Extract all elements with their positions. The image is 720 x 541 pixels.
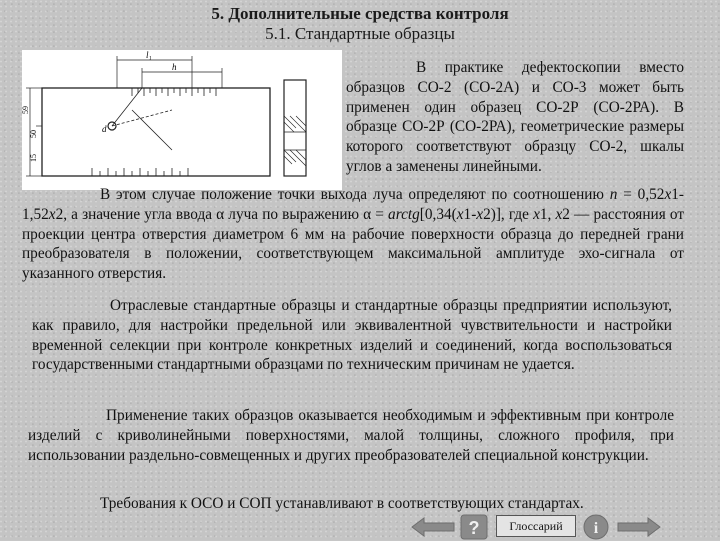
- back-arrow-icon[interactable]: [410, 516, 456, 538]
- paragraph-intro: [346, 58, 684, 177]
- info-icon[interactable]: [582, 513, 610, 541]
- label-dim-15: 15: [29, 154, 38, 162]
- label-dim-59: 59: [21, 106, 30, 114]
- symbol-x: x: [48, 205, 56, 223]
- text-run: 1-1,52: [22, 186, 685, 223]
- page-subtitle: 5.1. Стандартные образцы: [265, 24, 455, 43]
- text-run: 2, а значение угла ввода α луча по выражению α =: [55, 205, 389, 223]
- text-run: 1,: [539, 205, 556, 223]
- sample-drawing: [22, 50, 342, 190]
- label-l1: l₁: [146, 50, 152, 60]
- symbol-x: x: [476, 205, 484, 223]
- paragraph-intro-text: В практике дефектоскопии вместо образцов СО-2 (СО-2А) и СО-3 может быть применен один образец СО-2Р (СО-2РА). В образце СО-2Р (СО-2РА), геометрические размеры которого соответствуют образцу СО-2, шкалы углов а заменены линейными.: [346, 59, 684, 175]
- info-glyph: i: [593, 520, 599, 537]
- symbol-x: x: [533, 205, 540, 223]
- paragraph-requirements: Требования к ОСО и СОП устанавливают в соответствующих стандартах.: [100, 495, 584, 512]
- symbol-arctg: arctg: [388, 205, 420, 223]
- symbol-x: x: [555, 205, 563, 223]
- text-run: [0,34(: [419, 205, 457, 223]
- paragraph-industry-samples: Отраслевые стандартные образцы и стандартные образцы предприятии используют, как правило, для настройки предельной или эквивалентной чувствительности и настройки временной селекции при контроле конкретных изделий и соединений, когда воспользоваться государственными стандартными образцами по техническим причинам не удается.: [32, 297, 672, 374]
- help-glyph: ?: [468, 518, 480, 538]
- text-run: В этом случае положение точки выхода луча определяют по соотношению: [100, 186, 610, 203]
- text-run: = 0,52: [617, 186, 665, 203]
- symbol-x: x: [664, 186, 672, 203]
- text-run: 1-: [463, 205, 477, 223]
- forward-arrow-icon[interactable]: [616, 516, 662, 538]
- paragraph-formula: [22, 185, 684, 284]
- label-dim-50: 50: [29, 130, 38, 138]
- text-run: 2)], где: [483, 205, 534, 223]
- sample-drawing-svg: [22, 50, 342, 190]
- page-title: 5. Дополнительные средства контроля: [211, 4, 509, 23]
- label-h: h: [172, 62, 177, 72]
- paragraph-application: Применение таких образцов оказывается необходимым и эффективным при контроле изделий с криволинейными поверхностями, малой толщины, сложного профиля, при использовании раздельно-совмещенных и других преобразователей специальной конструкции.: [28, 407, 674, 464]
- help-icon[interactable]: [460, 514, 488, 540]
- glossary-button[interactable]: Глоссарий: [496, 515, 576, 537]
- symbol-n: n: [609, 186, 618, 203]
- text-run: 2 — расстояния от проекции центра отверстия диаметром 6 мм на рабочие поверхности образца до передней грани преобразователя в положении, соответствующем максимальной амплитуде эхо-сигнала от указанного отверстия.: [22, 205, 684, 283]
- label-d: d: [102, 124, 107, 134]
- symbol-x: x: [456, 205, 464, 223]
